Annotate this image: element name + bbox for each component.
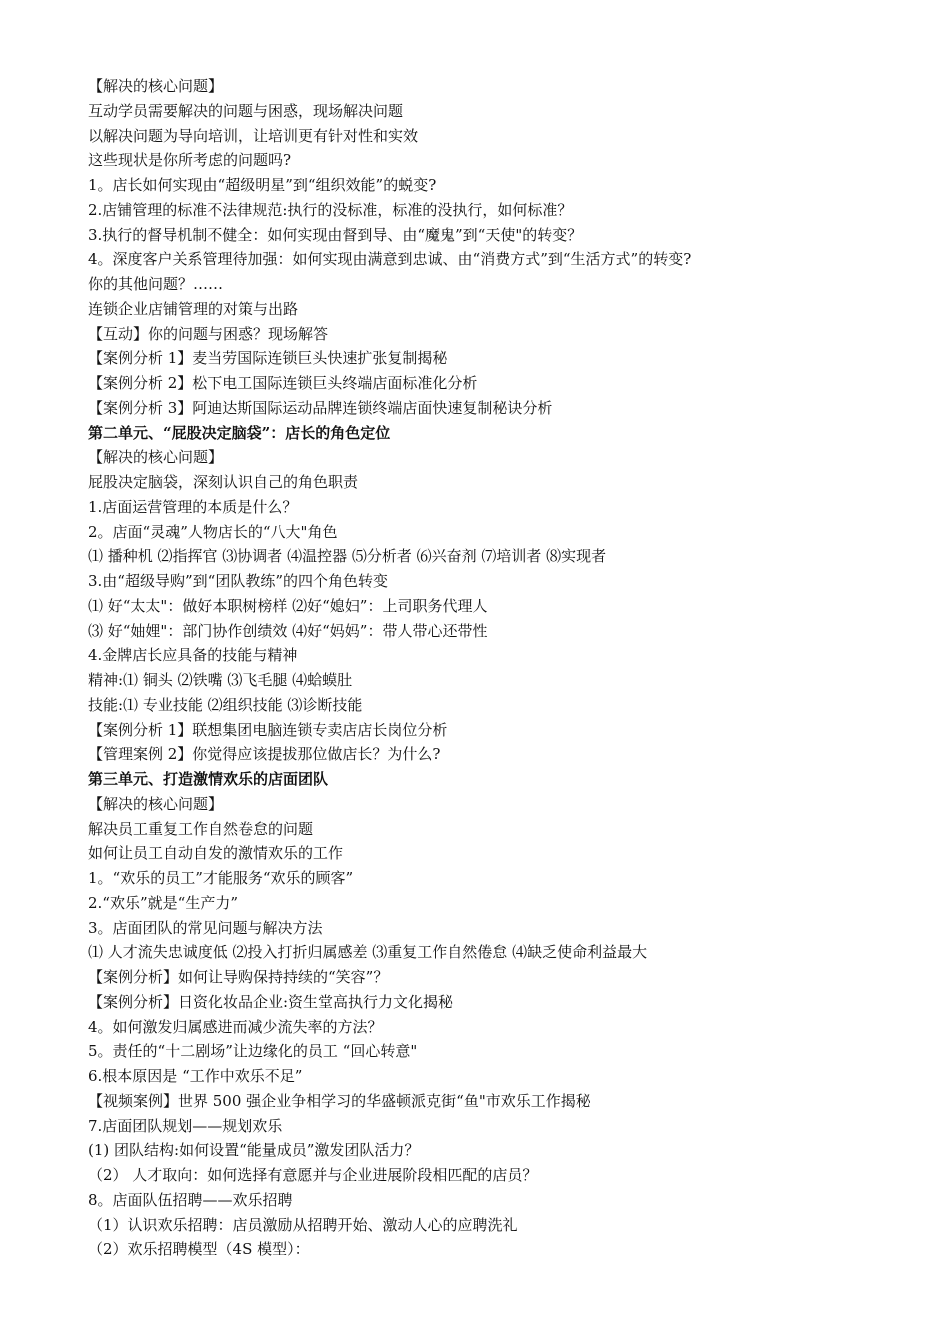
section-heading: 第三单元、打造激情欢乐的店面团队 (88, 770, 329, 788)
text-line: （1）认识欢乐招聘：店员激励从招聘开始、激动人心的应聘洗礼 (88, 1215, 518, 1234)
text-line: 8。店面队伍招聘——欢乐招聘 (88, 1190, 293, 1209)
document-body (88, 74, 910, 1262)
text-line: 【案例分析 1】麦当劳国际连锁巨头快速扩张复制揭秘 (88, 349, 448, 368)
text-line: 解决员工重复工作自然卷怠的问题 (88, 819, 314, 838)
text-line: 这些现状是你所考虑的问题吗? (88, 151, 292, 170)
text-line: 1。“欢乐的员工”才能服务“欢乐的顾客” (88, 869, 354, 887)
text-line: 以解决问题为导向培训，让培训更有针对性和实效 (88, 126, 419, 145)
section-heading: 第二单元、“屁股决定脑袋”：店长的角色定位 (88, 423, 391, 442)
text-line: 【解决的核心问题】 (88, 77, 224, 95)
text-line: 1.店面运营管理的本质是什么？ (88, 497, 298, 516)
text-line: 【案例分析 1】联想集团电脑连锁专卖店店长岗位分析 (88, 720, 448, 739)
text-line: 你的其他问题？…… (88, 275, 224, 293)
text-line: 1。店长如何实现由“超级明星”到“组织效能”的蜕变? (88, 176, 437, 194)
text-line: 2。店面“灵魂”人物店长的“八大"角色 (88, 522, 338, 541)
text-line: 【解决的核心问题】 (88, 794, 224, 813)
text-line: 连锁企业店铺管理的对策与出路 (88, 299, 299, 318)
text-line: 【互动】你的问题与困惑？现场解答 (88, 324, 329, 343)
text-line: ⑴ 播种机 ⑵指挥官 ⑶协调者 ⑷温控器 ⑸分析者 ⑹兴奋剂 ⑺培训者 ⑻实现者 (88, 547, 607, 566)
text-line: ⑴ 人才流失忠诚度低 ⑵投入打折归属感差 ⑶重复工作自然倦怠 ⑷缺乏使命利益最大 (88, 943, 648, 962)
text-line: 6.根本原因是 “工作中欢乐不足” (88, 1067, 303, 1085)
text-line: 3.由“超级导购”到“团队教练”的四个角色转变 (88, 572, 388, 590)
text-line: (1) 团队结构:如何设置“能量成员”激发团队活力？ (88, 1141, 420, 1160)
text-line: 2.店铺管理的标准不法律规范:执行的没标准，标准的没执行，如何标准？ (88, 200, 573, 219)
text-line: 【解决的核心问题】 (88, 448, 224, 467)
text-line: 4.金牌店长应具备的技能与精神 (88, 646, 298, 665)
text-line: 精神:⑴ 铜头 ⑵铁嘴 ⑶飞毛腿 ⑷蛤蟆肚 (88, 671, 353, 689)
text-line: 【案例分析 2】松下电工国际连锁巨头终端店面标准化分析 (88, 374, 478, 392)
text-line: 互动学员需要解决的问题与困惑，现场解决问题 (88, 101, 404, 120)
text-line: 3。店面团队的常见问题与解决方法 (88, 918, 323, 937)
text-line: 4。深度客户关系管理待加强：如何实现由满意到忠诚、由“消费方式”到“生活方式”的转变? (88, 250, 692, 269)
text-line: （2） 人才取向：如何选择有意愿并与企业进展阶段相匹配的店员？ (88, 1166, 538, 1184)
text-line: 【案例分析】日资化妆品企业:资生堂高执行力文化揭秘 (88, 992, 454, 1011)
text-line: 5。责任的“十二剧场”让边缘化的员工 “回心转意" (88, 1042, 418, 1061)
text-line: 【案例分析】如何让导购保持持续的“笑容”？ (88, 968, 389, 986)
text-line: 7.店面团队规划——规划欢乐 (88, 1116, 283, 1135)
text-line: 2.“欢乐”就是“生产力” (88, 893, 238, 912)
text-line: 技能:⑴ 专业技能 ⑵组织技能 ⑶诊断技能 (88, 695, 363, 714)
text-line: 4。如何激发归属感进而减少流失率的方法？ (88, 1017, 383, 1036)
text-line: 如何让员工自动自发的激情欢乐的工作 (88, 844, 344, 863)
text-line: 【管理案例 2】你觉得应该提拔那位做店长？为什么? (88, 745, 441, 764)
text-line: ⑴ 好“太太"：做好本职树榜样 ⑵好“媳妇”：上司职务代理人 (88, 596, 488, 615)
text-line: 【案例分析 3】阿迪达斯国际运动品牌连锁终端店面快速复制秘诀分析 (88, 398, 553, 417)
text-line: 3.执行的督导机制不健全：如何实现由督到导、由“魔鬼”到“天使"的转变？ (88, 225, 583, 244)
text-line: ⑶ 好“妯娌"：部门协作创绩效 ⑷好“妈妈”：带人带心还带性 (88, 621, 488, 640)
text-line: 【视频案例】世界 500 强企业争相学习的华盛顿派克街“鱼"市欢乐工作揭秘 (88, 1091, 591, 1110)
text-line: 屁股决定脑袋，深刻认识自己的角色职责 (88, 473, 359, 491)
text-line: （2）欢乐招聘模型（4S 模型）： (88, 1240, 310, 1259)
